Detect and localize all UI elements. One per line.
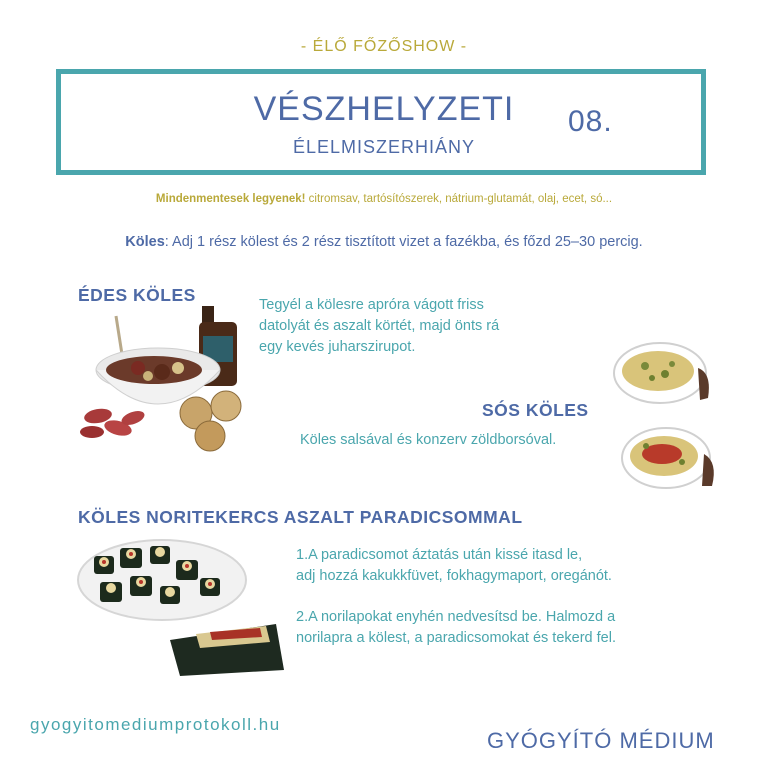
event-kicker: - ÉLŐ FŐZŐSHOW - [300,38,468,55]
nori-step-2 [296,607,616,649]
edes-line: egy kevés juharszirupot. [259,339,416,355]
sweet-millet-photo [78,298,258,458]
nori-roll-photo [80,538,285,678]
issue-number: 08. [568,105,613,138]
tagline [0,193,768,205]
syrup-bottle-neck [202,306,214,324]
nori-step-1 [296,545,612,587]
section-heading-edes: ÉDES KÖLES [78,285,196,305]
nori-step-1-line: adj hozzá kakukkfüvet, fokhagymaport, oregánót. [296,568,612,584]
section-heading-nori: KÖLES NORITEKERCS ASZALT PARADICSOMMAL [78,507,523,527]
tagline-rest: citromsav, tartósítószerek, nátrium-glutamát, olaj, ecet, só... [305,193,613,205]
nori-step-2-line: 2.A norilapokat enyhén nedvesítsd be. Halmozd a [296,609,616,625]
brand-name: GYÓGYÍTÓ MÉDIUM [487,728,715,753]
intro-body: : Adj 1 rész kölest és 2 rész tisztított vizet a fazékba, és főzd 25–30 percig. [164,234,643,250]
edes-line: Tegyél a kölesre apróra vágott friss [259,297,484,313]
nori-step-2-line: norilapra a kölest, a paradicsomokat és tekerd fel. [296,630,616,646]
page-title: VÉSZHELYZETI [253,90,515,128]
millet-salsa-photo [618,422,718,497]
intro-term: Köles [125,234,165,250]
tagline-lead: Mindenmentesek legyenek! [155,193,306,205]
intro-text [0,234,768,250]
website-link[interactable]: gyogyitomediumprotokoll.hu [30,715,281,734]
page-subtitle: ÉLELMISZERHIÁNY [292,137,476,157]
edes-line: datolyát és aszalt körtét, majd önts rá [259,318,500,334]
edes-description [259,295,499,358]
section-heading-sos: SÓS KÖLES [482,400,589,420]
millet-peas-photo [610,338,715,418]
sos-description: Köles salsával és konzerv zöldborsóval. [300,432,557,448]
nori-step-1-line: 1.A paradicsomot áztatás után kissé itasd le, [296,547,583,563]
